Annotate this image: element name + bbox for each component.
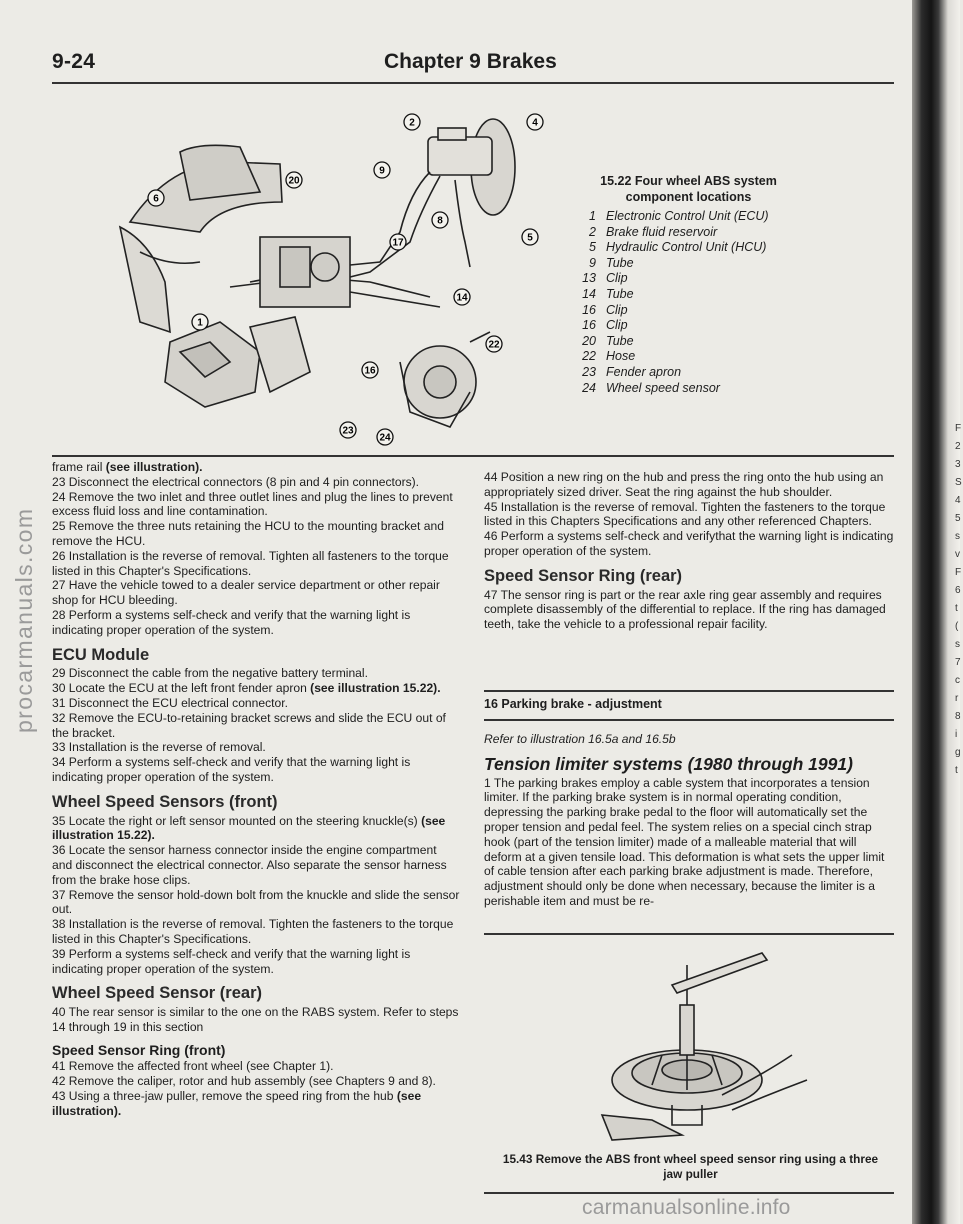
edge-char: 4 <box>955 495 961 506</box>
paragraph: 42 Remove the caliper, rotor and hub assembly (see Chapters 9 and 8). <box>52 1074 436 1089</box>
paragraph: 37 Remove the sensor hold-down bolt from the knuckle and slide the sensor out. <box>52 887 460 917</box>
bottom-rule <box>484 1192 894 1194</box>
legend-label: Clip <box>606 302 628 317</box>
subsection-heading: Speed Sensor Ring (front) <box>52 1041 226 1058</box>
paragraph: 31 Disconnect the ECU electrical connector. <box>52 695 288 710</box>
section-16-body <box>484 732 894 909</box>
edge-char: i <box>955 729 958 740</box>
illustration-reference: Refer to illustration 16.5a and 16.5b <box>484 732 676 746</box>
callout-label: 16 <box>364 365 376 377</box>
paragraph: 33 Installation is the reverse of removal. <box>52 740 266 755</box>
section-heading: Wheel Speed Sensor (rear) <box>52 984 262 1003</box>
legend-row <box>566 209 811 225</box>
section-rule-top <box>484 690 894 692</box>
paragraph: 36 Locate the sensor harness connector inside the engine compartment and disconnect the electrical connector. Also separate the sensor harness from the brake hose clips. <box>52 843 447 887</box>
paragraph: 38 Installation is the reverse of removal. Tighten the fasteners to the torque listed in this Chapter's Specifications. <box>52 917 454 946</box>
legend-label: Clip <box>606 318 628 333</box>
section-heading: ECU Module <box>52 645 150 664</box>
paragraph: 25 Remove the three nuts retaining the HCU to the mounting bracket and remove the HCU. <box>52 519 444 548</box>
callout-label: 5 <box>527 232 533 244</box>
paragraph: 34 Perform a systems self-check and verify that the warning light is indicating proper operation of the system. <box>52 755 411 784</box>
legend-label: Tube <box>606 255 634 270</box>
edge-char: S <box>955 477 962 488</box>
paragraph: 23 Disconnect the electrical connectors (8 pin and 4 pin connectors). <box>52 474 420 489</box>
legend-row <box>566 240 811 256</box>
callout-label: 9 <box>379 165 385 177</box>
legend-label: Wheel speed sensor <box>606 380 720 395</box>
legend-number: 20 <box>582 333 596 348</box>
header-rule <box>52 82 894 84</box>
callout-label: 14 <box>456 292 468 304</box>
legend-label: Tube <box>606 333 634 348</box>
paragraph: 29 Disconnect the cable from the negative battery terminal. <box>52 666 368 681</box>
paragraph: 45 Installation is the reverse of removal. Tighten the fasteners to the torque listed in this Chapters Specifications and any other referenced Chapters. <box>484 499 886 529</box>
text-run: frame rail <box>52 460 106 474</box>
legend-row <box>566 318 811 334</box>
illustration-ref: (see illustration 15.22). <box>52 813 446 843</box>
paragraph: 26 Installation is the reverse of removal. Tighten all fasteners to the torque listed in this Chapter's Specifications. <box>52 548 449 578</box>
callout-label: 1 <box>197 317 203 329</box>
book-spine-shadow <box>912 0 960 1224</box>
illustration-ref: (see illustration). <box>105 460 203 474</box>
paragraph: 28 Perform a systems self-check and verify that the warning light is indicating proper operation of the system. <box>52 607 411 637</box>
edge-char: s <box>955 639 960 650</box>
edge-char: ( <box>955 621 959 632</box>
legend-row <box>566 256 811 272</box>
edge-char: 3 <box>955 459 961 470</box>
legend-number: 16 <box>582 302 596 317</box>
figure-rule <box>52 455 894 457</box>
callout-label: 17 <box>392 237 404 249</box>
edge-char: s <box>955 531 960 542</box>
legend-row <box>566 303 811 319</box>
callout-label: 20 <box>288 175 300 187</box>
callout-label: 8 <box>437 215 443 227</box>
edge-char: 7 <box>955 657 961 668</box>
illustration-ref: (see illustration 15.22). <box>310 681 441 696</box>
legend-label: Clip <box>606 271 628 286</box>
left-watermark-text: procarmanuals.com <box>11 509 37 733</box>
legend-label: Fender apron <box>606 364 682 379</box>
legend-number: 14 <box>582 286 596 301</box>
legend-number: 23 <box>582 364 596 379</box>
edge-char: t <box>955 765 958 776</box>
paragraph: 40 The rear sensor is similar to the one on the RABS system. Refer to steps 14 through 19 in this section <box>52 1005 459 1034</box>
illustration-ref: (see illustration). <box>52 1089 422 1118</box>
left-watermark <box>2 505 42 735</box>
legend-number: 5 <box>589 240 596 255</box>
figure-15-22-caption <box>566 173 811 396</box>
edge-char: 2 <box>955 441 961 452</box>
component-legend <box>566 209 811 396</box>
legend-row <box>566 271 811 287</box>
legend-label: Hydraulic Control Unit (HCU) <box>606 240 767 255</box>
legend-row <box>566 287 811 303</box>
section-title: 16 Parking brake - adjustment <box>484 697 662 711</box>
legend-number: 16 <box>582 318 596 333</box>
legend-label: Brake fluid reservoir <box>606 224 718 239</box>
edge-char: 5 <box>955 513 961 524</box>
paragraph: 32 Remove the ECU-to-retaining bracket screws and slide the ECU out of the bracket. <box>52 710 446 740</box>
legend-label: Hose <box>606 349 636 364</box>
edge-char: c <box>955 675 960 686</box>
legend-row <box>566 365 811 381</box>
edge-char: v <box>955 549 960 560</box>
paragraph: 39 Perform a systems self-check and verify that the warning light is indicating proper operation of the system. <box>52 946 411 976</box>
figure-caption-title: 15.22 Four wheel ABS system component locations <box>600 174 777 204</box>
callout-label: 2 <box>409 117 415 129</box>
paragraph: 41 Remove the affected front wheel (see Chapter 1). <box>52 1059 334 1074</box>
facing-page-edge-text <box>955 420 963 780</box>
paragraph: 46 Perform a systems self-check and verifythat the warning light is indicating proper operation of the system. <box>484 529 894 558</box>
callout-label: 6 <box>153 193 159 205</box>
text-run: 43 Using a three-jaw puller, remove the speed ring from the hub <box>52 1089 397 1104</box>
legend-number: 22 <box>582 349 596 364</box>
callout-label: 24 <box>379 432 391 444</box>
text-run: 35 Locate the right or left sensor mounted on the steering knuckle(s) <box>52 813 422 828</box>
edge-char: t <box>955 603 958 614</box>
legend-number: 2 <box>589 224 596 239</box>
callout-label: 4 <box>532 117 538 129</box>
text-run: 30 Locate the ECU at the left front fender apron <box>52 681 311 696</box>
bottom-watermark: carmanualsonline.info <box>582 1196 791 1219</box>
edge-char: F <box>955 423 962 434</box>
legend-number: 24 <box>582 380 596 395</box>
section-heading: Tension limiter systems (1980 through 1991) <box>484 753 853 774</box>
chapter-title: Chapter 9 Brakes <box>384 50 557 73</box>
legend-row <box>566 334 811 350</box>
legend-row <box>566 349 811 365</box>
section-16-header <box>484 697 894 712</box>
legend-number: 9 <box>589 255 596 270</box>
page-number: 9-24 <box>52 50 96 73</box>
three-jaw-puller-illustration <box>592 945 822 1145</box>
section-heading: Speed Sensor Ring (rear) <box>484 566 683 585</box>
edge-char: F <box>955 567 962 578</box>
paragraph: 44 Position a new ring on the hub and press the ring onto the hub using an appropriately sized driver. Seat the ring against the hub shoulder. <box>484 470 884 499</box>
section-rule-bottom <box>484 719 894 721</box>
abs-components-illustration <box>110 92 550 447</box>
legend-number: 13 <box>582 271 596 286</box>
right-text-column <box>484 470 894 632</box>
edge-char: g <box>955 747 961 758</box>
callout-label: 22 <box>488 339 500 351</box>
legend-label: Electronic Control Unit (ECU) <box>606 209 769 223</box>
edge-char: 8 <box>955 711 961 722</box>
callout-label: 23 <box>342 425 354 437</box>
figure2-rule <box>484 933 894 935</box>
paragraph: 47 The sensor ring is part or the rear axle ring gear assembly and requires complete disassembly of the differential to replace. If the ring has damaged teeth, take the vehicle to a professional repair facility. <box>484 587 886 632</box>
left-text-column <box>52 460 460 1119</box>
legend-label: Tube <box>606 286 634 301</box>
legend-row <box>566 225 811 241</box>
edge-char: r <box>955 693 959 704</box>
legend-number: 1 <box>589 209 596 223</box>
paragraph: 27 Have the vehicle towed to a dealer service department or other repair shop for HCU bleeding. <box>52 578 440 608</box>
legend-row <box>566 381 811 397</box>
paragraph: 1 The parking brakes employ a cable system that incorporates a tension limiter. If the parking brake system is in normal operating condition, depressing the parking brake pedal to the floor will automatically set the proper tension and pedal feel. The system relies on a special cinch strap hook (part of the tension limiter) made of a malleable material that will deform at a given tensile load. This deformation is what sets the upper limit of cable tension after each parking brake adjustment is made. Therefore, adjustment should only be done when necessary, because the limiter is a perishable item and must be re- <box>484 775 885 908</box>
section-heading: Wheel Speed Sensors (front) <box>52 792 278 811</box>
figure-15-43-caption: 15.43 Remove the ABS front wheel speed sensor ring using a three jaw puller <box>502 1152 879 1181</box>
paragraph: 24 Remove the two inlet and three outlet lines and plug the lines to prevent excess fluid loss and line contamination. <box>52 489 453 519</box>
edge-char: 6 <box>955 585 961 596</box>
